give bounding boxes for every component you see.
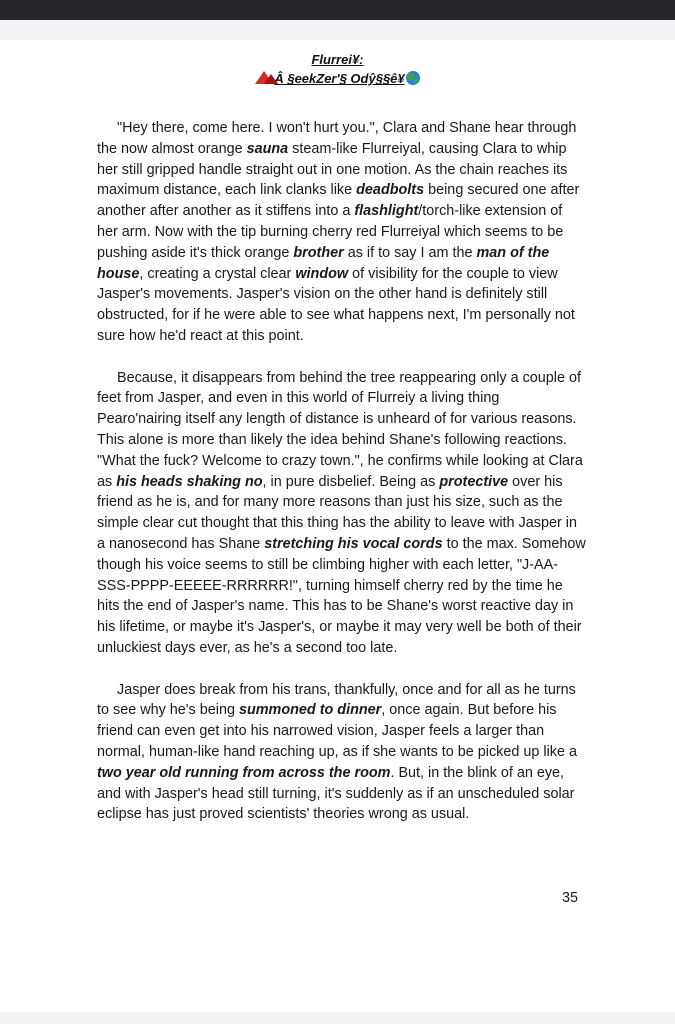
emphasis-text: stretching his vocal cords bbox=[264, 535, 443, 552]
text-run: of visibility for the couple to view Jasper's movements. Jasper's vision on the other hand is definitely still obstructed, for if he were able to see what happens next, I'm personally not sure how he'd react at this point. bbox=[97, 265, 575, 344]
emphasis-text: two year old running from across the room bbox=[97, 764, 391, 781]
paragraph bbox=[97, 680, 587, 826]
title-line-2: Â §eekZer'§ Odŷ§§ê¥ bbox=[274, 71, 405, 86]
emphasis-text: window bbox=[295, 265, 349, 282]
text-run: being secured one after another after another as it stiffens into a bbox=[97, 182, 580, 220]
emphasis-text: summoned to dinner bbox=[238, 702, 382, 719]
emphasis-text: sauna bbox=[246, 140, 289, 157]
text-run: , creating a crystal clear bbox=[139, 265, 296, 282]
text-run: as if to say I am the bbox=[343, 244, 477, 261]
emphasis-text: his heads shaking no bbox=[116, 473, 263, 490]
text-run: . But, in the blink of an eye, and with Jasper's head still turning, it's suddenly as if an unscheduled solar eclipse has just proved scientists' theories wrong as usual. bbox=[97, 764, 575, 823]
emphasis-text: brother bbox=[293, 244, 344, 261]
text-run: "Hey there, come here. I won't hurt you.", Clara and Shane hear through the now almost orange bbox=[97, 120, 577, 157]
text-run: over his friend as he is, and for many more reasons than just his size, such as the simple clear cut thought that this thing has the ability to leave with Jasper in a nanosecond has Shane bbox=[97, 473, 577, 552]
text-run: to the max. Somehow though his voice seems to still be climbing higher with each letter, "J-AA-SSS-PPPP-EEEEE-RRRRRR!", turning himself cherry red by the time he hits the end of Jasper's name. This has to be Shane's worst reactive day in his lifetime, or maybe it's Jasper's, or maybe it may very well be both of their unluckiest days ever, as he's a second too late. bbox=[97, 535, 586, 656]
title-line-1: Flurrei¥: bbox=[311, 52, 364, 67]
paragraph bbox=[97, 368, 587, 659]
emphasis-text: man of the house bbox=[97, 244, 550, 282]
document-title bbox=[0, 52, 675, 67]
top-status-bar bbox=[0, 0, 675, 20]
text-run: /torch-like extension of her arm. Now with the tip burning cherry red Flurreiyal which seems to be pushing aside it's thick orange bbox=[97, 203, 564, 261]
text-run: , in pure disbelief. Being as bbox=[262, 473, 440, 490]
globe-icon bbox=[406, 71, 420, 85]
text-run: Jasper does break from his trans, thankfully, once and for all as he turns to see why he's being bbox=[97, 681, 576, 719]
paragraph bbox=[97, 118, 587, 347]
page-number: 35 bbox=[561, 890, 578, 906]
text-run: steam-like Flurreiyal, causing Clara to whip her still gripped handle straight out in one motion. As the chain reaches its maximum distance, each link clanks like bbox=[97, 140, 568, 199]
document-body bbox=[97, 118, 587, 846]
emphasis-text: flashlight bbox=[354, 203, 419, 220]
text-run: Because, it disappears from behind the tree reappearing only a couple of feet from Jasper, and even in this world of Flurreiy a living thing Pearo'nairing itself any length of distance is unheard of for various reasons. This alone is more than likely the idea behind Shane's following reactions. "What the fuck? Welcome to crazy town.", he confirms while looking at Clara as bbox=[97, 369, 583, 490]
red-mountain-icon bbox=[255, 71, 273, 84]
emphasis-text: protective bbox=[439, 473, 509, 490]
emphasis-text: deadbolts bbox=[356, 182, 425, 199]
document-subtitle bbox=[0, 71, 675, 86]
text-run: , once again. But before his friend can even get into his narrowed vision, Jasper feels a larger than normal, human-like hand reaching up, as if she wants to be picked up like a bbox=[97, 702, 577, 760]
